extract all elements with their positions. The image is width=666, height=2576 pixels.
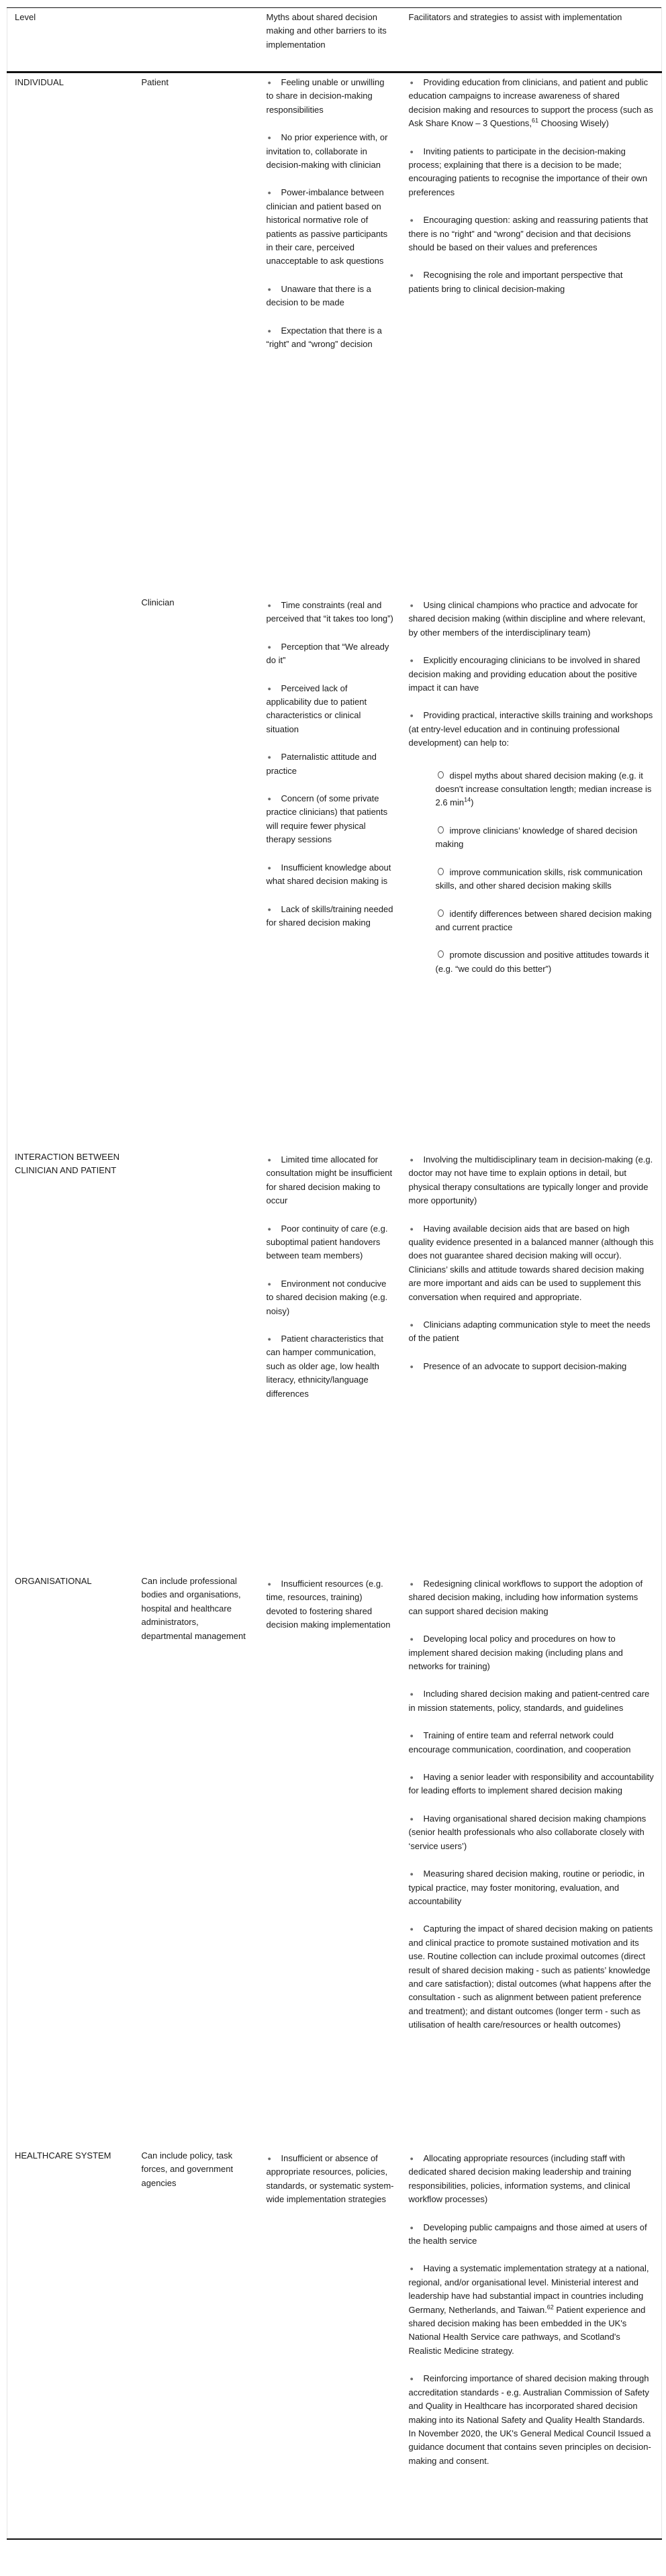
level-cell: HEALTHCARE SYSTEM	[15, 2150, 111, 2161]
facilitator-item	[409, 1812, 655, 1853]
myths-list	[267, 73, 394, 352]
facilitator-text: Having a senior leader with responsibility and accountability for leading efforts to implement shared decision making	[408, 1772, 654, 1796]
facilitator-item	[409, 2152, 655, 2207]
facilitator-text-continued: Patient experience and shared decision making has been embedded in the UK's National Health Service care pathways, and Scotland's Realistic Medicine strategy.	[408, 2304, 646, 2356]
bullet-icon	[409, 1922, 424, 1936]
myth-item	[267, 1332, 394, 1401]
myths-list	[267, 1150, 394, 1401]
myth-text: Expectation that there is a “right” and “wrong” decision	[266, 325, 382, 350]
bullet-icon	[409, 213, 424, 227]
facilitator-text: Providing practical, interactive skills training and workshops (at entry-level education and in continuing professional development) can help to:	[408, 710, 653, 748]
bullet-icon	[409, 1771, 424, 1784]
myth-item	[267, 283, 394, 310]
facilitators-cell	[401, 2125, 662, 2539]
table-header	[7, 8, 662, 72]
myth-item	[267, 640, 394, 668]
row-individual-patient	[7, 72, 662, 571]
sublevel-cell: Can include policy, task forces, and government agencies	[141, 2150, 234, 2188]
facilitator-item	[409, 1577, 655, 1618]
myth-text: Power-imbalance between clinician and patient based on historical normative role of patients as passive participants in their care, perceived unacceptable to ask questions	[266, 187, 388, 266]
sublevel-cell: Clinician	[141, 597, 175, 607]
bullet-icon	[409, 2262, 424, 2275]
facilitator-item	[409, 145, 655, 200]
facilitator-subitem	[436, 907, 655, 935]
facilitator-item	[409, 709, 655, 976]
facilitator-text: identify differences between shared decision making and current practice	[435, 908, 652, 932]
facilitators-cell	[401, 72, 662, 571]
myths-list	[267, 1575, 394, 1632]
myth-item	[267, 2152, 394, 2207]
facilitator-item	[409, 2372, 655, 2468]
facilitator-text: Measuring shared decision making, routine or periodic, in typical practice, may foster monitoring, evaluation, and accountability	[408, 1869, 645, 1906]
facilitator-text: Training of entire team and referral network could encourage communication, coordination, and cooperation	[408, 1730, 631, 1754]
facilitator-text: improve clinicians’ knowledge of shared decision making	[435, 825, 638, 850]
facilitators-list	[409, 1575, 655, 2032]
bullet-icon	[267, 682, 281, 695]
myth-text: Poor continuity of care (e.g. suboptimal patient handovers between team members)	[266, 1223, 388, 1261]
header-sublevel	[134, 8, 259, 72]
bullet-icon	[267, 131, 281, 144]
bullet-icon	[409, 709, 424, 722]
facilitator-text: Involving the multidisciplinary team in decision-making (e.g. doctor may not have time to explain options in detail, but physical therapy consultations are typically longer and provide more opportunity)	[408, 1154, 653, 1206]
citation-superscript: 14	[464, 797, 471, 804]
bullet-icon	[267, 76, 281, 89]
sublevel-cell: Patient	[141, 77, 169, 87]
header-row	[7, 8, 662, 72]
myth-item	[267, 324, 394, 352]
bullet-icon	[267, 324, 281, 338]
level-cell: INTERACTION BETWEEN CLINICIAN AND PATIENT	[15, 1152, 120, 1176]
facilitator-item	[409, 599, 655, 640]
facilitator-item	[409, 1771, 655, 1798]
hollow-circle-bullet-icon	[438, 826, 444, 834]
facilitator-item	[409, 1222, 655, 1304]
myth-item	[267, 599, 394, 626]
bullet-icon	[267, 792, 281, 805]
bullet-icon	[409, 1729, 424, 1742]
bullet-icon	[409, 1318, 424, 1332]
bullet-icon	[409, 1577, 424, 1591]
bullet-icon	[409, 599, 424, 612]
facilitator-item	[409, 1687, 655, 1715]
facilitator-text: improve communication skills, risk communication skills, and other shared decision making skills	[435, 866, 643, 891]
header-facilitators: Facilitators and strategies to assist with implementation	[401, 8, 662, 72]
facilitator-text: dispel myths about shared decision making (e.g. it doesn't increase consultation length; median increase is 2.6 min	[435, 770, 652, 808]
hollow-circle-bullet-icon	[438, 868, 444, 875]
bullet-icon	[409, 1867, 424, 1881]
facilitator-item	[409, 1729, 655, 1756]
myth-text: Insufficient resources (e.g. time, resources, training) devoted to fostering shared decision making implementation	[266, 1579, 391, 1630]
facilitator-text: Including shared decision making and patient-centred care in mission statements, policy, standards, and guidelines	[408, 1689, 650, 1713]
myth-item	[267, 131, 394, 172]
facilitator-text: Capturing the impact of shared decision making on patients and clinical practice to promote sustained motivation and its use. Routine collection can include proximal outcomes (direct result of shared decision making - such as patients’ knowledge and care satisfaction); distal outcomes (what happens after the consultation - such as alignment between patient preference and treatment); and distant outcomes (longer term - such as utilisation of health care/resources or health outcomes)	[408, 1924, 653, 2030]
bullet-icon	[267, 1577, 281, 1591]
myth-text: Limited time allocated for consultation might be insufficient for shared decision making to occur	[266, 1154, 393, 1206]
row-healthcare-system	[7, 2125, 662, 2539]
bullet-icon	[409, 1687, 424, 1701]
myth-item	[267, 1222, 394, 1263]
facilitator-text: Reinforcing importance of shared decision making through accreditation standards - e.g. Australian Commission of Safety and Quality in Healthcare has incorporated shared decision making into its National Safety and Quality Health Standards. In November 2020, the UK's General Medical Council Issued a guidance document that contains seven principles on decision-making and consent.	[408, 2373, 651, 2466]
facilitator-text: Recognising the role and important perspective that patients bring to clinical decision-making	[408, 270, 623, 294]
myths-cell	[259, 570, 401, 1124]
bullet-icon	[267, 283, 281, 296]
bullet-icon	[409, 76, 424, 89]
bullet-icon	[409, 1222, 424, 1236]
bullet-icon	[267, 2152, 281, 2165]
facilitator-text: promote discussion and positive attitudes towards it (e.g. “we could do this better”)	[435, 950, 649, 974]
myth-text: Patient characteristics that can hamper communication, such as older age, low health literacy, ethnicity/language differences	[266, 1334, 383, 1399]
myths-cell	[259, 1124, 401, 1550]
facilitators-cell	[401, 1550, 662, 2125]
myth-text: Lack of skills/training needed for shared decision making	[266, 903, 393, 928]
facilitator-text: Developing public campaigns and those aimed at users of the health service	[408, 2222, 647, 2246]
header-myths: Myths about shared decision making and other barriers to its implementation	[259, 8, 401, 72]
myth-text: Perception that “We already do it”	[266, 641, 389, 666]
myths-cell	[259, 2125, 401, 2539]
facilitator-subitem	[436, 769, 655, 810]
bullet-icon	[267, 1153, 281, 1167]
facilitator-text: Providing education from clinicians, and patient and public education campaigns to increase awareness of shared decision making and resources to support the process (such as Ask Share Know – 3 Questions,	[408, 77, 653, 129]
row-individual-clinician	[7, 570, 662, 1124]
bullet-icon	[267, 1222, 281, 1236]
facilitator-item	[409, 654, 655, 695]
facilitator-text: Having a systematic implementation strategy at a national, regional, and/or organisational level. Ministerial interest and leadership have had substantial impact in countries including Germany, Netherlands, and Taiwan.	[408, 2263, 649, 2315]
bullet-icon	[409, 145, 424, 158]
bullet-icon	[409, 2221, 424, 2234]
facilitators-cell	[401, 1124, 662, 1550]
facilitator-text: Clinicians adapting communication style to meet the needs of the patient	[408, 1320, 651, 1344]
facilitator-sublist	[436, 769, 655, 976]
myth-item	[267, 1577, 394, 1632]
citation-superscript: 61	[532, 117, 539, 124]
facilitator-item	[409, 1153, 655, 1208]
bullet-icon	[409, 654, 424, 667]
facilitator-text: Inviting patients to participate in the decision-making process; explaining that there is a decision to be made; encouraging patients to recognise the importance of their own preferences	[408, 146, 648, 197]
sublevel-cell: Can include professional bodies and organisations, hospital and healthcare administrators, departmental management	[141, 1576, 246, 1641]
facilitator-text-continued: )	[471, 797, 474, 808]
facilitator-item	[409, 1360, 655, 1373]
myths-cell	[259, 72, 401, 571]
myth-text: Concern (of some private practice clinicians) that patients will require fewer physical therapy sessions	[266, 793, 388, 845]
bullet-icon	[267, 861, 281, 875]
table-body	[7, 72, 662, 2540]
myths-list	[267, 2149, 394, 2207]
myth-item	[267, 861, 394, 889]
bullet-icon	[267, 1277, 281, 1291]
facilitator-text: Using clinical champions who practice and advocate for shared decision making (within discipline and where relevant, by other members of the interdisciplinary team)	[408, 600, 646, 638]
hollow-circle-bullet-icon	[438, 950, 444, 958]
facilitator-text: Allocating appropriate resources (including staff with dedicated shared decision making leadership and training responsibilities, policies, information systems, and clinical workflow processes)	[408, 2153, 632, 2205]
bullet-icon	[409, 1360, 424, 1373]
facilitators-list	[409, 1150, 655, 1373]
facilitators-list	[409, 2149, 655, 2468]
facilitator-text: Presence of an advocate to support decision-making	[423, 1360, 627, 1371]
myth-text: Perceived lack of applicability due to patient characteristics or clinical situation	[266, 683, 367, 734]
bullet-icon	[267, 599, 281, 612]
myth-text: Insufficient or absence of appropriate resources, policies, standards, or systematic system-wide implementation strategies	[266, 2153, 394, 2205]
facilitator-text: Having available decision aids that are based on high quality evidence presented in a balanced manner (although this does not guarantee shared decision making will occur). Clinicians’ skills and attitude towards shared decision making are more important and aids can be used to supplement this conversation when required and appropriate.	[408, 1223, 654, 1302]
facilitator-subitem	[436, 866, 655, 893]
sublevel-cell	[134, 1124, 259, 1550]
facilitator-item	[409, 2221, 655, 2248]
citation-superscript: 62	[546, 2303, 554, 2311]
myth-item	[267, 750, 394, 778]
myths-cell	[259, 1550, 401, 2125]
myth-text: Unaware that there is a decision to be made	[266, 283, 371, 308]
level-cell: ORGANISATIONAL	[15, 1576, 92, 1586]
bullet-icon	[267, 1332, 281, 1346]
myth-item	[267, 1277, 394, 1318]
bullet-icon	[409, 1153, 424, 1167]
facilitator-text: Redesigning clinical workflows to support the adoption of shared decision making, including how information systems can support shared decision making	[408, 1579, 643, 1616]
facilitators-cell	[401, 570, 662, 1124]
facilitator-text: Explicitly encouraging clinicians to be involved in shared decision making and providing education about the positive impact it can have	[408, 655, 640, 693]
facilitator-text: Having organisational shared decision making champions (senior health professionals who also collaborate closely with ‘service users’)	[408, 1813, 647, 1851]
facilitator-item	[409, 1318, 655, 1346]
facilitator-item	[409, 1632, 655, 1673]
facilitator-text-continued: Choosing Wisely)	[538, 118, 609, 129]
hollow-circle-bullet-icon	[438, 771, 444, 779]
facilitator-item	[409, 1867, 655, 1908]
facilitator-subitem	[436, 948, 655, 976]
row-interaction	[7, 1124, 662, 1550]
facilitators-list	[409, 73, 655, 296]
facilitator-item	[409, 1922, 655, 2032]
bullet-icon	[409, 2152, 424, 2165]
myth-item	[267, 682, 394, 737]
level-cell	[7, 570, 134, 1124]
facilitator-subitem	[436, 824, 655, 852]
facilitator-item	[409, 268, 655, 296]
row-organisational	[7, 1550, 662, 2125]
myth-item	[267, 792, 394, 847]
facilitators-list	[409, 596, 655, 976]
bullet-icon	[409, 2372, 424, 2385]
myth-text: No prior experience with, or invitation to, collaborate in decision-making with clinician	[266, 132, 388, 170]
myths-list	[267, 596, 394, 930]
bullet-icon	[267, 186, 281, 199]
facilitator-text: Developing local policy and procedures on how to implement shared decision making (including plans and networks for training)	[408, 1634, 623, 1672]
bullet-icon	[409, 1632, 424, 1646]
myth-item	[267, 76, 394, 117]
facilitator-text: Encouraging question: asking and reassuring patients that there is no “right” and “wrong” decision and that decisions should be based on their values and preferences	[408, 215, 649, 253]
bullet-icon	[409, 268, 424, 282]
bullet-icon	[267, 750, 281, 764]
myth-item	[267, 1153, 394, 1208]
bullet-icon	[267, 640, 281, 654]
myth-text: Paternalistic attitude and practice	[266, 752, 377, 776]
header-level: Level	[7, 8, 134, 72]
myth-text: Feeling unable or unwilling to share in decision-making responsibilities	[266, 77, 385, 115]
bullet-icon	[409, 1812, 424, 1826]
sdm-barriers-facilitators-table	[7, 7, 662, 2540]
facilitator-item	[409, 213, 655, 254]
facilitator-item	[409, 76, 655, 131]
myth-text: Time constraints (real and perceived that “it takes too long”)	[266, 600, 393, 624]
bullet-icon	[267, 903, 281, 916]
facilitator-item	[409, 2262, 655, 2358]
myth-text: Insufficient knowledge about what shared decision making is	[266, 862, 391, 887]
myth-item	[267, 903, 394, 930]
level-cell: INDIVIDUAL	[15, 77, 64, 87]
myth-text: Environment not conducive to shared decision making (e.g. noisy)	[266, 1278, 388, 1316]
hollow-circle-bullet-icon	[438, 909, 444, 917]
myth-item	[267, 186, 394, 268]
